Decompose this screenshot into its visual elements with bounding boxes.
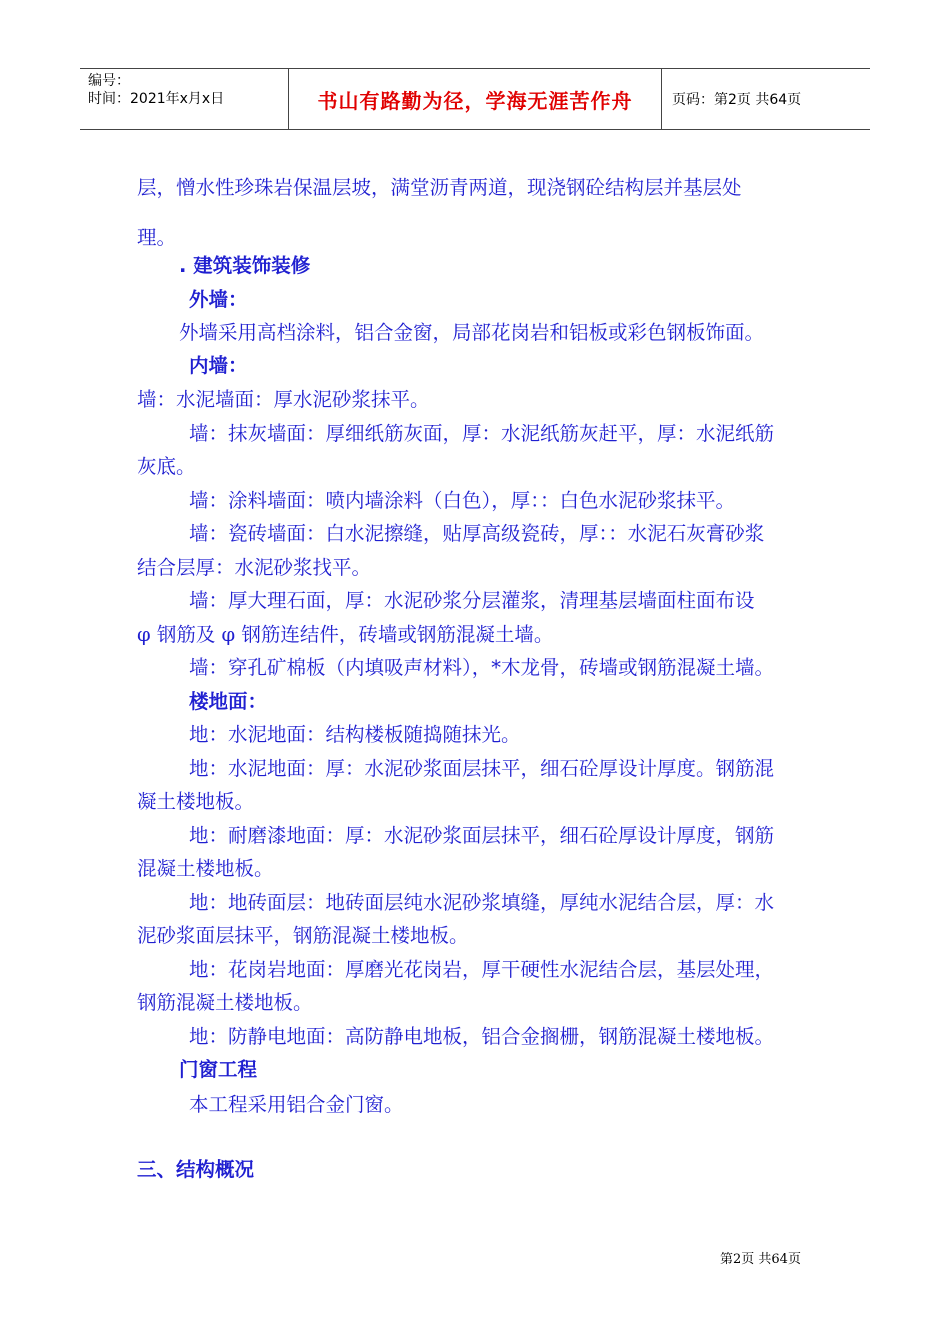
subsection-heading: 楼地面： xyxy=(189,690,268,713)
body-line: 地：水泥地面：结构楼板随捣随抹光。 xyxy=(189,723,521,746)
body-line: 墙：厚大理石面，厚：水泥砂浆分层灌浆，清理基层墙面柱面布设 xyxy=(189,589,755,612)
body-line: 地：防静电地面：高防静电地板，铝合金搁栅，钢筋混凝土楼地板。 xyxy=(189,1025,775,1048)
body-line: 凝土楼地板。 xyxy=(137,790,255,813)
body-line: 墙：抹灰墙面：厚细纸筋灰面，厚：水泥纸筋灰赶平，厚：水泥纸筋 xyxy=(189,422,775,445)
body-line: 外墙采用高档涂料，铝合金窗，局部花岗岩和铝板或彩色钢板饰面。 xyxy=(179,321,765,344)
page-footer: 第2页 共64页 xyxy=(720,1252,801,1267)
body-line: 泥砂浆面层抹平，钢筋混凝土楼地板。 xyxy=(137,924,469,947)
body-line: 墙：瓷砖墙面：白水泥擦缝，贴厚高级瓷砖，厚：：水泥石灰膏砂浆 xyxy=(189,522,765,545)
subsection-heading: 门窗工程 xyxy=(179,1058,258,1081)
body-line: 层，憎水性珍珠岩保温层坡，满堂沥青两道，现浇钢砼结构层并基层处 xyxy=(137,176,742,199)
section-heading: . 建筑装饰装修 xyxy=(179,254,311,277)
subsection-heading: 外墙： xyxy=(189,288,248,311)
header-meta xyxy=(80,69,289,129)
body-line: 本工程采用铝合金门窗。 xyxy=(189,1093,404,1116)
subsection-heading: 内墙： xyxy=(189,354,248,377)
number-label: 编号： xyxy=(88,73,130,89)
section-heading: 三、结构概况 xyxy=(137,1158,255,1181)
body-line: 墙：穿孔矿棉板（内填吸声材料），*木龙骨，砖墙或钢筋混凝土墙。 xyxy=(189,656,775,679)
body-line: 地：花岗岩地面：厚磨光花岗岩，厚干硬性水泥结合层，基层处理， xyxy=(189,958,775,981)
body-line: 钢筋混凝土楼地板。 xyxy=(137,991,313,1014)
body-line: 混凝土楼地板。 xyxy=(137,857,274,880)
body-line: 结合层厚：水泥砂浆找平。 xyxy=(137,556,372,579)
body-line: 地：水泥地面：厚：水泥砂浆面层抹平，细石砼厚设计厚度。钢筋混 xyxy=(189,757,775,780)
header-motto: 书山有路勤为径，学海无涯苦作舟 xyxy=(289,69,662,129)
body-line: φ 钢筋及 φ 钢筋连结件，砖墙或钢筋混凝土墙。 xyxy=(137,623,554,646)
body-line: 灰底。 xyxy=(137,455,196,478)
header-page-info: 页码：第2页 共64页 xyxy=(672,92,802,108)
body-line: 墙：水泥墙面：厚水泥砂浆抹平。 xyxy=(137,388,430,411)
body-line: 墙：涂料墙面：喷内墙涂料（白色），厚：：白色水泥砂浆抹平。 xyxy=(189,489,736,512)
body-line: 理。 xyxy=(137,226,177,249)
body-line: 地：耐磨漆地面：厚：水泥砂浆面层抹平，细石砼厚设计厚度，钢筋 xyxy=(189,824,775,847)
body-line: 地：地砖面层：地砖面层纯水泥砂浆填缝，厚纯水泥结合层，厚：水 xyxy=(189,891,775,914)
date-label: 时间：2021年x月x日 xyxy=(88,91,225,107)
page-header xyxy=(80,68,870,130)
